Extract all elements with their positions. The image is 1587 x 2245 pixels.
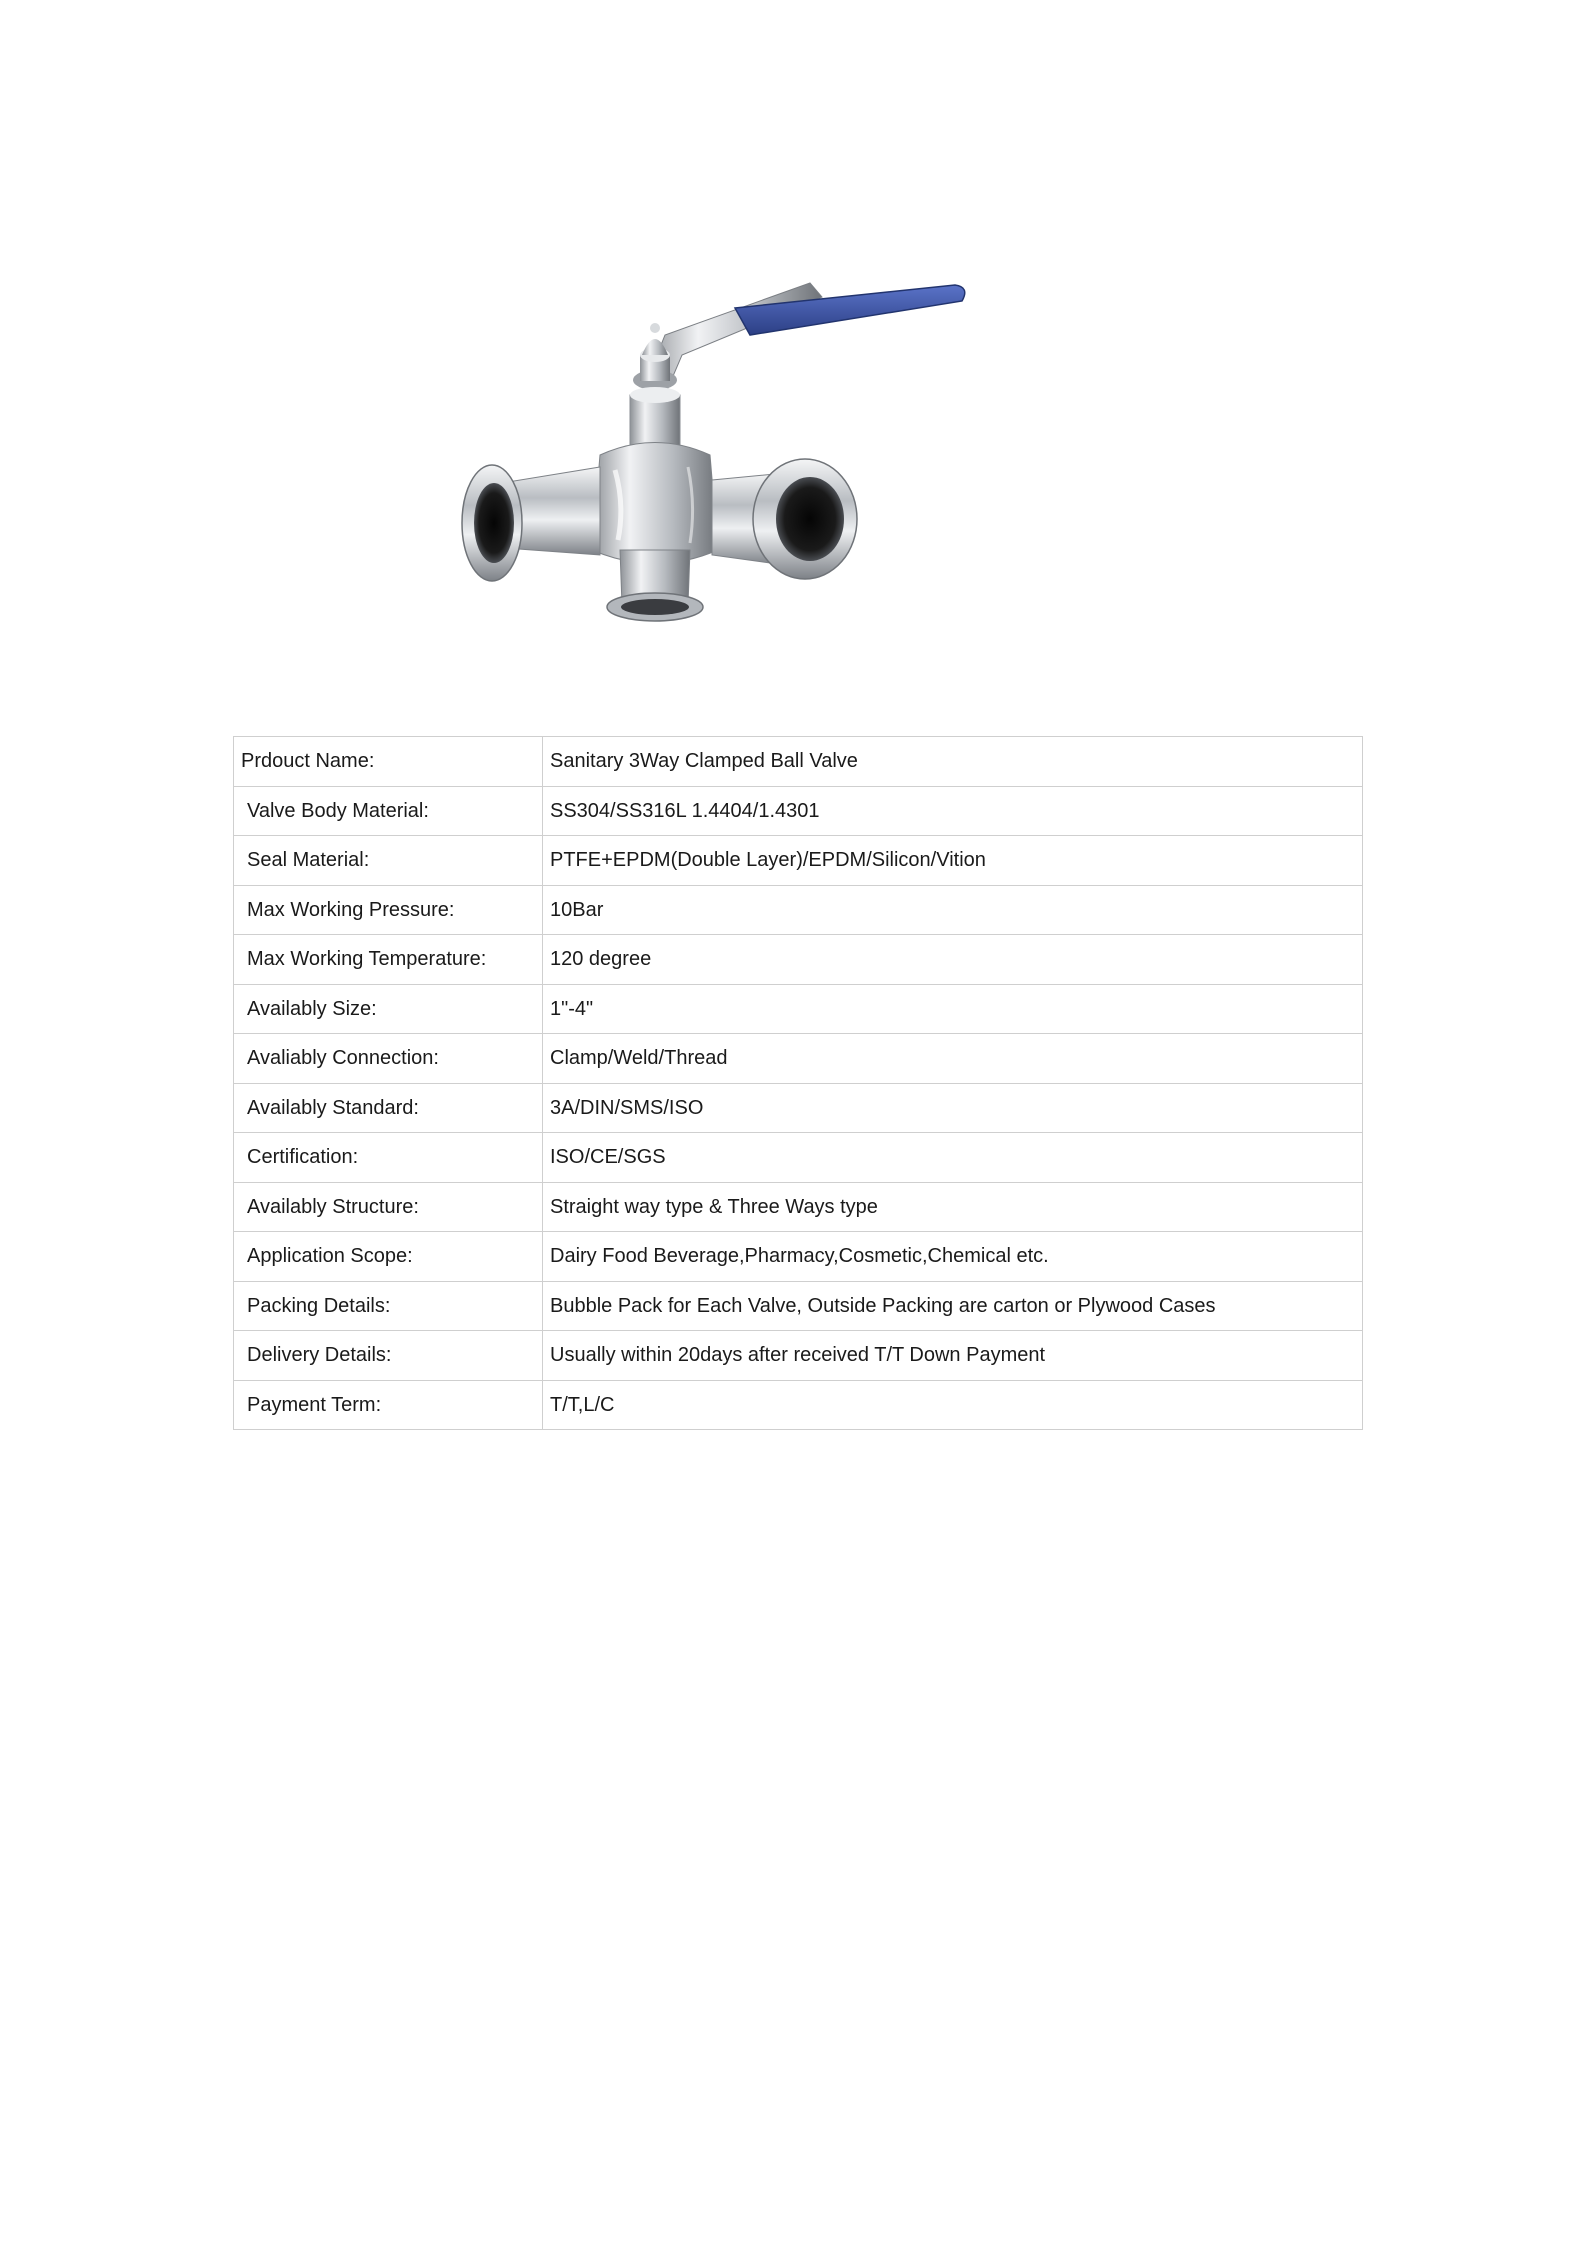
spec-value: Dairy Food Beverage,Pharmacy,Cosmetic,Chemical etc. xyxy=(543,1232,1363,1282)
spec-value: 3A/DIN/SMS/ISO xyxy=(543,1083,1363,1133)
spec-label: Max Working Pressure: xyxy=(234,885,543,935)
spec-table xyxy=(233,736,1363,1430)
spec-label: Packing Details: xyxy=(234,1281,543,1331)
spec-value: Straight way type & Three Ways type xyxy=(543,1182,1363,1232)
spec-value: ISO/CE/SGS xyxy=(543,1133,1363,1183)
spec-value: SS304/SS316L 1.4404/1.4301 xyxy=(543,786,1363,836)
spec-value: Usually within 20days after received T/T Down Payment xyxy=(543,1331,1363,1381)
spec-row xyxy=(234,935,1363,985)
spec-value: Clamp/Weld/Thread xyxy=(543,1034,1363,1084)
spec-row xyxy=(234,984,1363,1034)
spec-value: 120 degree xyxy=(543,935,1363,985)
spec-row xyxy=(234,1281,1363,1331)
spec-value: 10Bar xyxy=(543,885,1363,935)
spec-label: Avaliably Connection: xyxy=(234,1034,543,1084)
spec-label: Delivery Details: xyxy=(234,1331,543,1381)
spec-label: Certification: xyxy=(234,1133,543,1183)
spec-value: Bubble Pack for Each Valve, Outside Packing are carton or Plywood Cases xyxy=(543,1281,1363,1331)
spec-row xyxy=(234,1182,1363,1232)
spec-label: Availably Size: xyxy=(234,984,543,1034)
spec-label: Valve Body Material: xyxy=(234,786,543,836)
spec-label: Payment Term: xyxy=(234,1380,543,1430)
spec-label: Application Scope: xyxy=(234,1232,543,1282)
spec-label: Availably Structure: xyxy=(234,1182,543,1232)
spec-label: Availably Standard: xyxy=(234,1083,543,1133)
spec-row xyxy=(234,786,1363,836)
spec-value: Sanitary 3Way Clamped Ball Valve xyxy=(543,737,1363,787)
spec-row xyxy=(234,1380,1363,1430)
spec-row xyxy=(234,737,1363,787)
spec-row xyxy=(234,1034,1363,1084)
spec-value: T/T,L/C xyxy=(543,1380,1363,1430)
spec-row xyxy=(234,1232,1363,1282)
spec-value: 1"-4" xyxy=(543,984,1363,1034)
spec-label: Seal Material: xyxy=(234,836,543,886)
ball-valve-illustration xyxy=(450,205,1150,685)
spec-row xyxy=(234,1331,1363,1381)
product-photo xyxy=(450,205,1150,685)
spec-row xyxy=(234,1083,1363,1133)
spec-table-body xyxy=(234,737,1363,1430)
spec-value: PTFE+EPDM(Double Layer)/EPDM/Silicon/Vition xyxy=(543,836,1363,886)
spec-row xyxy=(234,1133,1363,1183)
spec-row xyxy=(234,836,1363,886)
spec-label: Prdouct Name: xyxy=(234,737,543,787)
spec-label: Max Working Temperature: xyxy=(234,935,543,985)
spec-row xyxy=(234,885,1363,935)
